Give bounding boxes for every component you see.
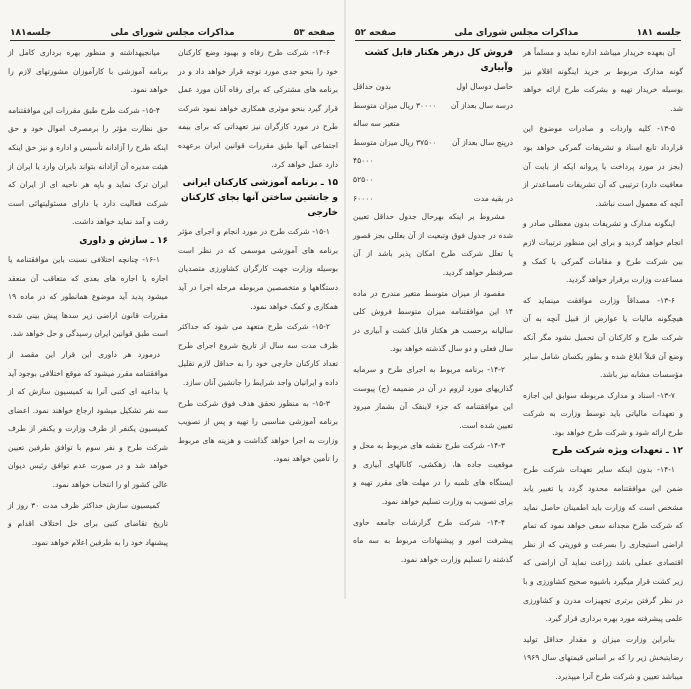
row-value: متغیر سه ساله — [353, 119, 400, 129]
paragraph: ۱۴-۴- شرکت طرح گزارشات جامعه حاوی پیشرفت امور و پیشنهادات مربوط به سه ماه گذشته را تسلیم وزارت خواهد نمود. — [353, 517, 513, 564]
table-row — [353, 115, 513, 134]
row-label: در بقیه مدت — [473, 193, 513, 203]
row-label: درسه سال بعداز آن — [450, 100, 513, 110]
section-heading: ۱۵ ـ برنامه آموزشی کارکنان ایرانی و جانشین ساختن آنها بجای کارکنان خارجی — [181, 178, 338, 219]
text-column — [178, 44, 338, 471]
paragraph: ۱۴-۳- شرکت طرح نقشه های مربوط به محل و موقعیت جاده ها، زهکشی، کانالهای آبیاری و ایستگاه های تلمبه را در مهلت های مقرر تهیه و برای تصویب به وزارت تسلیم خواهد نمود. — [353, 441, 513, 507]
left-page — [0, 0, 345, 599]
text-column — [523, 44, 683, 689]
row-value: ۶۰۰۰۰ — [353, 193, 374, 203]
row-label: درپنج سال بعداز آن — [451, 137, 513, 147]
table-row — [353, 78, 513, 97]
right-page — [345, 0, 691, 681]
paragraph: اینگونه مدارک و تشریفات بدون معطلی صادر و انجام خواهد گردید و برای این منظور ترتیبات لازم بین شرکت طرح و مقامات گمرکی با کمک و مساعدت وزارت برقرار خواهد گردید. — [523, 219, 683, 285]
publication-title: مذاکرات مجلس شورای ملی — [454, 28, 579, 38]
text-column — [353, 44, 513, 571]
paragraph: آن بعهده خریدار میباشد اداره نماید و مسلماً هر گونه مدارک مربوط بر خرید اینگونه اقلام نیز بوسیله خریدار تهیه و بشرکت طرح ارائه خواهد شد. — [523, 48, 683, 113]
paragraph: درمورد هر داوری این قرار این مقصد از موافقتنامه مقرر میشود که موقع اختلافی بوجود آید یا بداعیه ای کتبی آنرا به کمیسیون سازش که از سه نفر تشکیل میشود ارجاع خواهند نمود. اعضای کمیسیون یکنفر از طرف وزارت و یکنفر از طرف شرکت طرح و نفر سوم با توافق طرفین تعیین خواهد شد و در صورت عدم توافق رئیس دیوان عالی کشور او را انتخاب خواهد نمود. — [8, 349, 168, 490]
page-number: صفحه ۵۲ — [355, 28, 397, 38]
row-value: ۴۵۰۰۰ — [353, 156, 374, 166]
paragraph: ۱۴-۶- شرکت طرح رفاه و بهبود وضع کارکنان خود را بنحو جدی مورد توجه قرار خواهد داد و در برنامه های مشترکی که برای رفاه آنان مورد عمل قرار گیرد بنحو موثری همکاری خواهد نمود شرکت طرح در مورد کارگران نیز تعهداتی که برای بیمه اجتماعی آنها طبق مقررات قوانین ایران برعهده دارد عمل خواهد کرد. — [178, 48, 338, 169]
paragraph: مشروط بر اینکه بهرحال جدول حداقل تعیین شده در جدول فوق وتبعیت از آن بعللی بجز قصور یا تعلل شرکت طرح امکان پذیر باشد از آن صرفنظر خواهد گردید. — [353, 212, 513, 277]
row-value: ۳۷۵۰۰ ریال میزان متوسط — [353, 137, 437, 147]
publication-title: مذاکرات مجلس شورای ملی — [110, 28, 235, 38]
section-heading: ۱۶ ـ سازش و داوری — [79, 235, 168, 246]
paragraph: ۱۴-۱- بدون اینکه سایر تعهدات شرکت طرح ضمن این موافقتنامه محدود گردد یا تغییر یابد مشخص است که وزارت باید اطمینان حاصل نماید که شرکت طرح مجدانه سعی خواهد نمود که تمام اراضی استیجاری را بسرعت و فوریتی که از نظر اقتصادی عملی باشد زراعت نماید آن اراضی که زیر کشت قرار میگیرد باشیوه صحیح کشاورزی و با در نظر گرفتن برتری تجهیزات مدرن و کشاورزی علمی پیشرفته مورد بهره برداری قرار گیرد. — [523, 465, 683, 624]
table-row — [353, 190, 513, 209]
table-row — [353, 171, 513, 190]
table-row — [353, 134, 513, 153]
paragraph: ۱۳-۷- اسناد و مدارک مربوطه سوابق این اجازه و تعهدات مالیاتی باید توسط وزارت به شرکت طرح ارائه شود و شرکت طرح خواهد بود. — [523, 390, 683, 437]
text-column — [8, 44, 168, 554]
paragraph: ۱۵-۱- شرکت طرح در مورد انجام و اجرای مؤثر برنامه های آموزشی موسمی که در نظر است بوسیله وزارت جهت کارگران کشاورزی متصدیان دستگاهها و متخصصین مربوطه مرحله اجرا در آید همکاری و کمک خواهد نمود. — [178, 227, 338, 311]
paragraph: ۱۳-۶- مصداقاً وزارت موافقت مینماید که هیچگونه مالیات یا عوارض از قبیل آنچه به آن شرکت طرح و کارکنان آن تحمیل نشود مگر آنکه وضع آن قبلاً ابلاغ شده و بطور یکسان شامل سایر مؤسسات مشابه نیز باشد. — [523, 295, 683, 380]
row-value: ۳۰۰۰۰ ریال میزان متوسط — [353, 100, 437, 110]
paragraph: میانجیهداشته و منظور بهره برداری کامل از برنامه آموزشی با کارآموزان مشورتهای لازم را خواهد نمود. — [8, 48, 168, 95]
page-number: صفحه ۵۳ — [293, 28, 335, 38]
page-header — [355, 26, 681, 41]
session-number: جلسه۱۸۱ — [10, 28, 52, 38]
paragraph: مقصود از میزان متوسط متغیر مندرج در ماده ۱۴ این موافقتنامه میزان متوسط فروش کلی سالیانه برحسب هر هکتار قابل کشت و آبیاری در سال فعلی و دو سال گذشته خواهد بود. — [353, 288, 513, 354]
row-value: ۵۲۵۰۰ — [353, 174, 374, 184]
page-header — [10, 26, 335, 41]
session-number: جلسه ۱۸۱ — [636, 28, 681, 38]
paragraph: ۱۵-۳- به منظور تحقق هدف فوق شرکت طرح برنامه آموزشی مناسبی را تهیه و پس از تصویب وزارت به اجرا خواهد گذاشت و هزینه های مربوط را تأمین خواهد نمود. — [178, 398, 338, 464]
section-heading: فروش کل درهر هکتار قابل کشت وآبیاری — [364, 48, 513, 73]
paragraph: ۱۵-۴- شرکت طرح طبق مقررات این موافقتنامه حق نظارت مؤثر را برمصرف اموال خود و حق اینکه طرح را آزادانه تأسیس و اداره و نیز حق اینکه هیئت مدیره آن آزادانه بتواند بایران وارد یا ایران از ایران ترک نماید و باپه هر ناحیه ای از ایران که شرکت فعالیت دارد یا دارای مسئولیتهائی است رفت و آمد نماید خواهد داشت. — [8, 105, 168, 227]
paragraph: ۱۵-۲- شرکت طرح متعهد می شود که حداکثر ظرف مدت سه سال از تاریخ شروع اجرای طرح تعداد کارکنان خارجی خود را به حداقل لازم تقلیل داده و ایرانیان واجد شرایط را جانشین آنان سازد. — [178, 322, 338, 387]
table-row — [353, 97, 513, 116]
paragraph: ۱۳-۵- کلیه واردات و صادرات موضوع این قرارداد تابع اسناد و تشریفات گمرکی خواهد بود (بجز در مورد پرداخت یا پروانه ایکه از بابت آن معافیت دارد) ترتیبی که آن تشریفات نامساعدتر از آنچه که معمول است نباشد. — [523, 124, 683, 208]
table-row — [353, 152, 513, 171]
row-label: حاصل دوسال اول — [456, 82, 513, 91]
paragraph: بنابراین وزارت میزان و مقدار حداقل تولید رضایتبخش زیر را که بر اساس قیمتهای سال ۱۹۶۹ میباشد تعیین و شرکت طرح آنرا میپذیرد. — [523, 634, 683, 681]
paragraph: ۱۶-۱- چنانچه اختلافی نسبت باین موافقتنامه یا اجاره یا اجاره های بعدی که متعاقب آن منعقد میشود پدید آید موضوع همانطور که در ماده ۱۹ مقررات قانون اراضی زیر سدها پیش بینی شده است طبق قوانین ایران رسیدگی و حل خواهد شد. — [8, 254, 168, 339]
row-value: بدون حداقل — [353, 82, 391, 91]
paragraph: ۱۴-۲- برنامه مربوط به اجرای طرح و سرمایه گذاریهای مورد لزوم در آن در ضمیمه (ج) پیوست این موافقتنامه که جزء لاینفک آن بشمار میرود تعیین شده است. — [353, 364, 513, 430]
section-heading: ۱۲ ـ تعهدات ویژه شرکت طرح — [551, 446, 683, 457]
paragraph: کمیسیون سازش حداکثر ظرف مدت ۳۰ روز از تاریخ تقاضای کتبی برای حل اختلاف اقدام و پیشنهاد خود را به طرفین اعلام خواهد نمود. — [8, 500, 168, 547]
